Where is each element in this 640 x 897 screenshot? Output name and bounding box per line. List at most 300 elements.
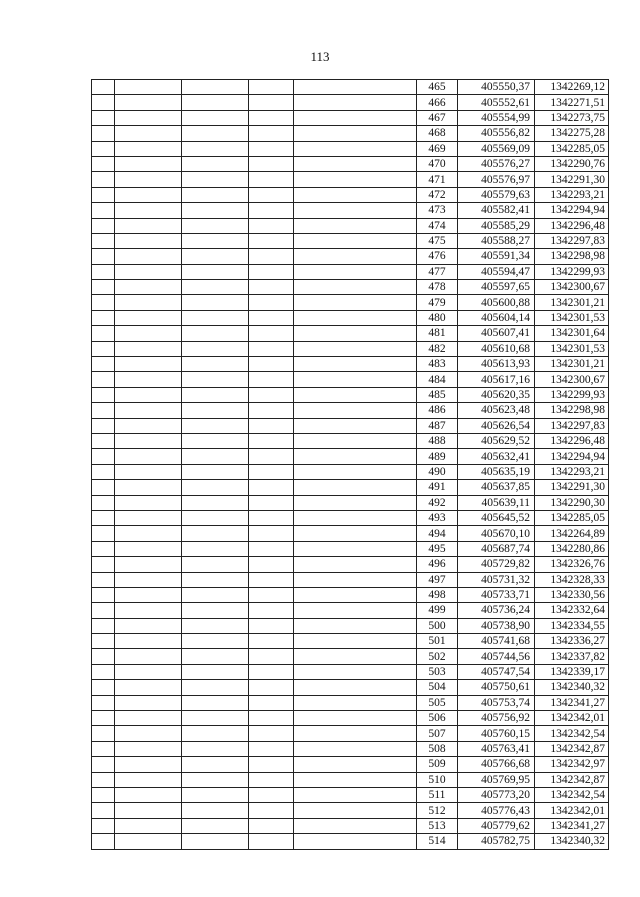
empty-cell	[115, 587, 182, 602]
y-coordinate-cell: 1342301,21	[535, 295, 609, 310]
empty-cell	[294, 280, 417, 295]
table-row	[92, 156, 609, 171]
empty-cell	[182, 649, 249, 664]
empty-cell	[294, 172, 417, 187]
empty-cell	[115, 541, 182, 556]
empty-cell	[294, 341, 417, 356]
x-coordinate-cell: 405626,54	[458, 418, 535, 433]
point-number-cell: 477	[417, 264, 458, 279]
point-number-cell: 481	[417, 326, 458, 341]
x-coordinate-cell: 405579,63	[458, 187, 535, 202]
empty-cell	[115, 187, 182, 202]
empty-cell	[182, 680, 249, 695]
empty-cell	[249, 664, 294, 679]
table-row	[92, 741, 609, 756]
empty-cell	[249, 110, 294, 125]
table-row	[92, 587, 609, 602]
table-row	[92, 357, 609, 372]
y-coordinate-cell: 1342341,27	[535, 818, 609, 833]
empty-cell	[115, 572, 182, 587]
empty-cell	[182, 80, 249, 95]
empty-cell	[249, 310, 294, 325]
y-coordinate-cell: 1342341,27	[535, 695, 609, 710]
empty-cell	[115, 464, 182, 479]
empty-cell	[182, 249, 249, 264]
empty-cell	[249, 803, 294, 818]
point-number-cell: 498	[417, 587, 458, 602]
y-coordinate-cell: 1342342,54	[535, 726, 609, 741]
point-number-cell: 513	[417, 818, 458, 833]
point-number-cell: 506	[417, 711, 458, 726]
y-coordinate-cell: 1342339,17	[535, 664, 609, 679]
empty-cell	[182, 156, 249, 171]
empty-cell	[115, 634, 182, 649]
x-coordinate-cell: 405550,37	[458, 80, 535, 95]
x-coordinate-cell: 405744,56	[458, 649, 535, 664]
empty-cell	[294, 187, 417, 202]
empty-cell	[249, 541, 294, 556]
point-number-cell: 492	[417, 495, 458, 510]
x-coordinate-cell: 405756,92	[458, 711, 535, 726]
y-coordinate-cell: 1342285,05	[535, 510, 609, 525]
point-number-cell: 491	[417, 480, 458, 495]
table-row	[92, 772, 609, 787]
empty-cell	[249, 495, 294, 510]
point-number-cell: 473	[417, 203, 458, 218]
empty-cell	[115, 418, 182, 433]
empty-cell	[115, 526, 182, 541]
empty-cell	[294, 510, 417, 525]
y-coordinate-cell: 1342301,64	[535, 326, 609, 341]
y-coordinate-cell: 1342298,98	[535, 249, 609, 264]
table-row	[92, 418, 609, 433]
empty-cell	[249, 187, 294, 202]
empty-cell	[294, 726, 417, 741]
empty-cell	[92, 357, 115, 372]
x-coordinate-cell: 405585,29	[458, 218, 535, 233]
empty-cell	[182, 433, 249, 448]
empty-cell	[115, 510, 182, 525]
x-coordinate-cell: 405576,27	[458, 156, 535, 171]
x-coordinate-cell: 405635,19	[458, 464, 535, 479]
coordinates-table	[91, 79, 609, 850]
empty-cell	[249, 787, 294, 802]
empty-cell	[294, 372, 417, 387]
empty-cell	[249, 387, 294, 402]
empty-cell	[249, 203, 294, 218]
y-coordinate-cell: 1342330,56	[535, 587, 609, 602]
empty-cell	[294, 126, 417, 141]
empty-cell	[92, 264, 115, 279]
table-row	[92, 649, 609, 664]
empty-cell	[115, 818, 182, 833]
empty-cell	[249, 280, 294, 295]
x-coordinate-cell: 405738,90	[458, 618, 535, 633]
y-coordinate-cell: 1342299,93	[535, 264, 609, 279]
point-number-cell: 503	[417, 664, 458, 679]
empty-cell	[249, 264, 294, 279]
x-coordinate-cell: 405769,95	[458, 772, 535, 787]
empty-cell	[249, 695, 294, 710]
empty-cell	[182, 203, 249, 218]
empty-cell	[92, 741, 115, 756]
table-row	[92, 433, 609, 448]
empty-cell	[249, 741, 294, 756]
x-coordinate-cell: 405753,74	[458, 695, 535, 710]
empty-cell	[92, 218, 115, 233]
empty-cell	[115, 326, 182, 341]
x-coordinate-cell: 405582,41	[458, 203, 535, 218]
empty-cell	[92, 449, 115, 464]
empty-cell	[294, 818, 417, 833]
y-coordinate-cell: 1342297,83	[535, 233, 609, 248]
y-coordinate-cell: 1342342,01	[535, 803, 609, 818]
empty-cell	[182, 572, 249, 587]
table-row	[92, 372, 609, 387]
x-coordinate-cell: 405773,20	[458, 787, 535, 802]
point-number-cell: 505	[417, 695, 458, 710]
empty-cell	[182, 126, 249, 141]
empty-cell	[115, 680, 182, 695]
y-coordinate-cell: 1342294,94	[535, 203, 609, 218]
empty-cell	[182, 449, 249, 464]
empty-cell	[294, 387, 417, 402]
y-coordinate-cell: 1342297,83	[535, 418, 609, 433]
empty-cell	[92, 126, 115, 141]
empty-cell	[249, 464, 294, 479]
empty-cell	[182, 803, 249, 818]
point-number-cell: 501	[417, 634, 458, 649]
empty-cell	[182, 772, 249, 787]
empty-cell	[92, 464, 115, 479]
y-coordinate-cell: 1342290,30	[535, 495, 609, 510]
empty-cell	[92, 172, 115, 187]
point-number-cell: 496	[417, 557, 458, 572]
x-coordinate-cell: 405776,43	[458, 803, 535, 818]
empty-cell	[249, 326, 294, 341]
empty-cell	[249, 218, 294, 233]
empty-cell	[182, 603, 249, 618]
empty-cell	[92, 603, 115, 618]
empty-cell	[92, 803, 115, 818]
empty-cell	[115, 695, 182, 710]
empty-cell	[92, 110, 115, 125]
empty-cell	[92, 280, 115, 295]
x-coordinate-cell: 405766,68	[458, 757, 535, 772]
empty-cell	[249, 249, 294, 264]
x-coordinate-cell: 405588,27	[458, 233, 535, 248]
page-number: 113	[310, 49, 330, 64]
empty-cell	[182, 295, 249, 310]
empty-cell	[182, 495, 249, 510]
x-coordinate-cell: 405637,85	[458, 480, 535, 495]
empty-cell	[294, 418, 417, 433]
table-row	[92, 711, 609, 726]
empty-cell	[92, 634, 115, 649]
empty-cell	[182, 387, 249, 402]
empty-cell	[92, 618, 115, 633]
y-coordinate-cell: 1342294,94	[535, 449, 609, 464]
empty-cell	[115, 264, 182, 279]
empty-cell	[115, 218, 182, 233]
table-row	[92, 541, 609, 556]
y-coordinate-cell: 1342269,12	[535, 80, 609, 95]
empty-cell	[115, 772, 182, 787]
empty-cell	[294, 557, 417, 572]
empty-cell	[92, 711, 115, 726]
point-number-cell: 486	[417, 403, 458, 418]
empty-cell	[182, 264, 249, 279]
point-number-cell: 479	[417, 295, 458, 310]
y-coordinate-cell: 1342296,48	[535, 433, 609, 448]
empty-cell	[249, 634, 294, 649]
x-coordinate-cell: 405687,74	[458, 541, 535, 556]
empty-cell	[182, 664, 249, 679]
empty-cell	[249, 557, 294, 572]
empty-cell	[249, 526, 294, 541]
empty-cell	[249, 726, 294, 741]
table-row	[92, 387, 609, 402]
empty-cell	[182, 618, 249, 633]
empty-cell	[92, 295, 115, 310]
y-coordinate-cell: 1342300,67	[535, 372, 609, 387]
empty-cell	[249, 480, 294, 495]
y-coordinate-cell: 1342264,89	[535, 526, 609, 541]
empty-cell	[92, 557, 115, 572]
empty-cell	[249, 433, 294, 448]
y-coordinate-cell: 1342298,98	[535, 403, 609, 418]
y-coordinate-cell: 1342326,76	[535, 557, 609, 572]
empty-cell	[92, 95, 115, 110]
empty-cell	[249, 510, 294, 525]
x-coordinate-cell: 405747,54	[458, 664, 535, 679]
point-number-cell: 509	[417, 757, 458, 772]
empty-cell	[92, 433, 115, 448]
x-coordinate-cell: 405552,61	[458, 95, 535, 110]
empty-cell	[249, 418, 294, 433]
table-row	[92, 526, 609, 541]
table-row	[92, 95, 609, 110]
x-coordinate-cell: 405729,82	[458, 557, 535, 572]
x-coordinate-cell: 405639,11	[458, 495, 535, 510]
empty-cell	[294, 264, 417, 279]
table-row	[92, 264, 609, 279]
empty-cell	[294, 203, 417, 218]
point-number-cell: 471	[417, 172, 458, 187]
point-number-cell: 494	[417, 526, 458, 541]
table-row	[92, 141, 609, 156]
empty-cell	[294, 772, 417, 787]
x-coordinate-cell: 405782,75	[458, 834, 535, 849]
empty-cell	[92, 772, 115, 787]
empty-cell	[92, 187, 115, 202]
empty-cell	[92, 387, 115, 402]
empty-cell	[115, 110, 182, 125]
x-coordinate-cell: 405620,35	[458, 387, 535, 402]
x-coordinate-cell: 405670,10	[458, 526, 535, 541]
point-number-cell: 511	[417, 787, 458, 802]
empty-cell	[115, 649, 182, 664]
empty-cell	[115, 372, 182, 387]
y-coordinate-cell: 1342291,30	[535, 480, 609, 495]
empty-cell	[182, 634, 249, 649]
empty-cell	[92, 834, 115, 849]
empty-cell	[249, 141, 294, 156]
point-number-cell: 476	[417, 249, 458, 264]
empty-cell	[92, 757, 115, 772]
table-row	[92, 634, 609, 649]
empty-cell	[115, 480, 182, 495]
point-number-cell: 468	[417, 126, 458, 141]
empty-cell	[294, 233, 417, 248]
point-number-cell: 488	[417, 433, 458, 448]
y-coordinate-cell: 1342285,05	[535, 141, 609, 156]
empty-cell	[182, 711, 249, 726]
empty-cell	[92, 526, 115, 541]
empty-cell	[182, 557, 249, 572]
x-coordinate-cell: 405591,34	[458, 249, 535, 264]
empty-cell	[294, 110, 417, 125]
table-row	[92, 818, 609, 833]
y-coordinate-cell: 1342334,55	[535, 618, 609, 633]
empty-cell	[249, 572, 294, 587]
point-number-cell: 493	[417, 510, 458, 525]
x-coordinate-cell: 405613,93	[458, 357, 535, 372]
empty-cell	[249, 126, 294, 141]
empty-cell	[249, 834, 294, 849]
empty-cell	[294, 834, 417, 849]
table-row	[92, 603, 609, 618]
table-row	[92, 803, 609, 818]
y-coordinate-cell: 1342275,28	[535, 126, 609, 141]
empty-cell	[249, 772, 294, 787]
empty-cell	[182, 357, 249, 372]
empty-cell	[294, 603, 417, 618]
empty-cell	[92, 726, 115, 741]
point-number-cell: 474	[417, 218, 458, 233]
point-number-cell: 467	[417, 110, 458, 125]
empty-cell	[92, 341, 115, 356]
empty-cell	[115, 156, 182, 171]
point-number-cell: 472	[417, 187, 458, 202]
point-number-cell: 482	[417, 341, 458, 356]
empty-cell	[115, 557, 182, 572]
x-coordinate-cell: 405610,68	[458, 341, 535, 356]
x-coordinate-cell: 405736,24	[458, 603, 535, 618]
table-row	[92, 726, 609, 741]
empty-cell	[182, 695, 249, 710]
empty-cell	[92, 541, 115, 556]
table-row	[92, 618, 609, 633]
point-number-cell: 508	[417, 741, 458, 756]
point-number-cell: 514	[417, 834, 458, 849]
empty-cell	[294, 449, 417, 464]
empty-cell	[249, 757, 294, 772]
empty-cell	[294, 680, 417, 695]
empty-cell	[294, 649, 417, 664]
empty-cell	[115, 603, 182, 618]
table-row	[92, 341, 609, 356]
empty-cell	[115, 495, 182, 510]
empty-cell	[92, 649, 115, 664]
empty-cell	[249, 603, 294, 618]
empty-cell	[115, 449, 182, 464]
empty-cell	[182, 280, 249, 295]
empty-cell	[294, 95, 417, 110]
point-number-cell: 470	[417, 156, 458, 171]
empty-cell	[249, 80, 294, 95]
point-number-cell: 475	[417, 233, 458, 248]
point-number-cell: 502	[417, 649, 458, 664]
empty-cell	[92, 203, 115, 218]
empty-cell	[294, 572, 417, 587]
y-coordinate-cell: 1342342,87	[535, 772, 609, 787]
y-coordinate-cell: 1342301,53	[535, 341, 609, 356]
table-row	[92, 757, 609, 772]
point-number-cell: 510	[417, 772, 458, 787]
empty-cell	[115, 80, 182, 95]
empty-cell	[249, 172, 294, 187]
empty-cell	[182, 526, 249, 541]
x-coordinate-cell: 405556,82	[458, 126, 535, 141]
y-coordinate-cell: 1342273,75	[535, 110, 609, 125]
empty-cell	[249, 357, 294, 372]
empty-cell	[115, 387, 182, 402]
empty-cell	[182, 141, 249, 156]
empty-cell	[182, 587, 249, 602]
y-coordinate-cell: 1342337,82	[535, 649, 609, 664]
empty-cell	[182, 510, 249, 525]
empty-cell	[294, 80, 417, 95]
table-row	[92, 572, 609, 587]
table-row	[92, 834, 609, 849]
empty-cell	[115, 280, 182, 295]
empty-cell	[294, 787, 417, 802]
empty-cell	[92, 587, 115, 602]
empty-cell	[115, 757, 182, 772]
x-coordinate-cell: 405554,99	[458, 110, 535, 125]
y-coordinate-cell: 1342301,21	[535, 357, 609, 372]
point-number-cell: 497	[417, 572, 458, 587]
empty-cell	[294, 618, 417, 633]
empty-cell	[249, 649, 294, 664]
empty-cell	[294, 711, 417, 726]
y-coordinate-cell: 1342293,21	[535, 187, 609, 202]
x-coordinate-cell: 405731,32	[458, 572, 535, 587]
table-row	[92, 172, 609, 187]
empty-cell	[115, 341, 182, 356]
table-row	[92, 449, 609, 464]
empty-cell	[294, 141, 417, 156]
table-row	[92, 310, 609, 325]
empty-cell	[182, 418, 249, 433]
x-coordinate-cell: 405576,97	[458, 172, 535, 187]
point-number-cell: 480	[417, 310, 458, 325]
table-row	[92, 326, 609, 341]
empty-cell	[249, 95, 294, 110]
y-coordinate-cell: 1342271,51	[535, 95, 609, 110]
point-number-cell: 469	[417, 141, 458, 156]
y-coordinate-cell: 1342296,48	[535, 218, 609, 233]
empty-cell	[249, 295, 294, 310]
empty-cell	[182, 818, 249, 833]
empty-cell	[115, 295, 182, 310]
empty-cell	[115, 403, 182, 418]
point-number-cell: 489	[417, 449, 458, 464]
empty-cell	[115, 357, 182, 372]
empty-cell	[249, 618, 294, 633]
empty-cell	[115, 233, 182, 248]
